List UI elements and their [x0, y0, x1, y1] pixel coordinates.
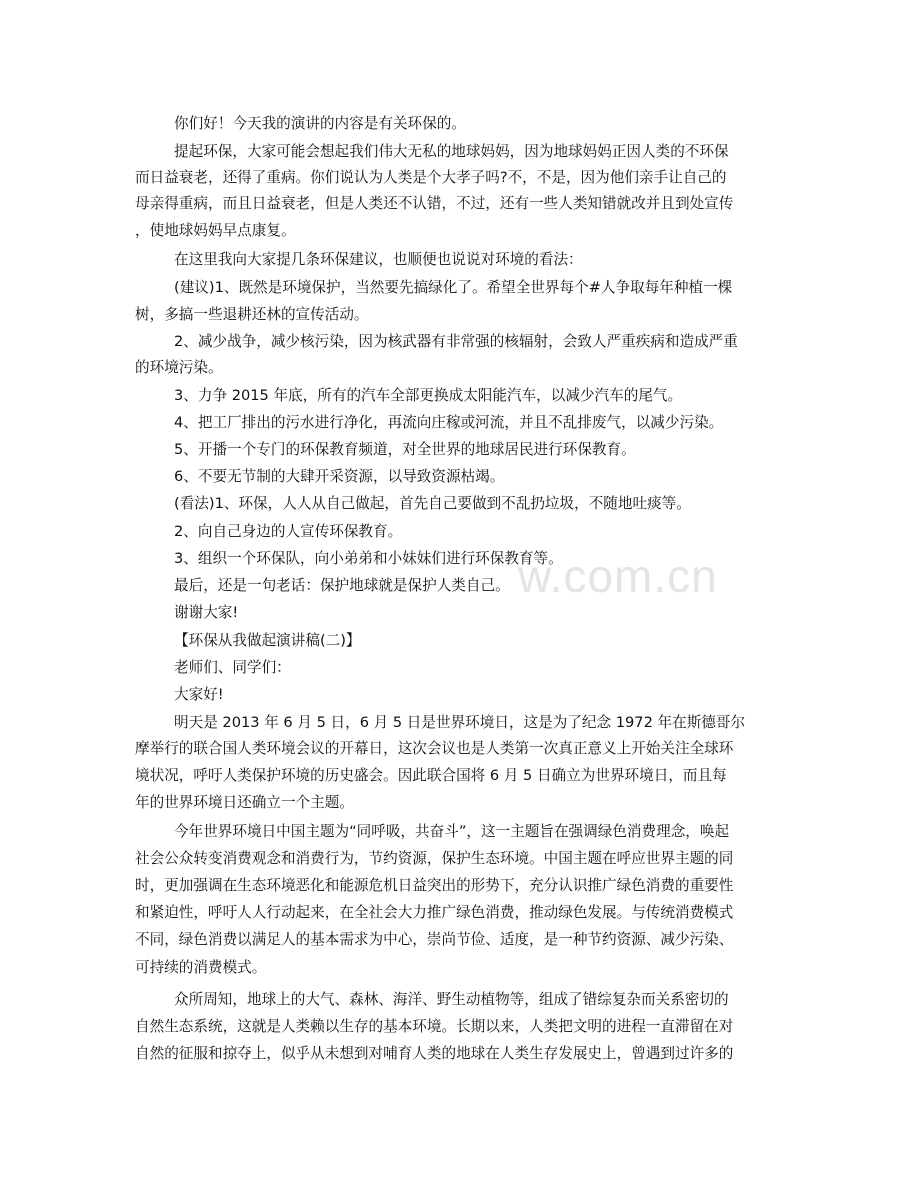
text-line: 2、减少战争，减少核污染，因为核武器有非常强的核辐射，会致人严重疾病和造成严重	[174, 333, 738, 350]
text-line: 自然的征服和掠夺上，似乎从未想到对哺育人类的地球在人类生存发展史上，曾遇到过许多的	[135, 1045, 734, 1062]
text-line: 6、不要无节制的大肆开采资源，以导致资源枯竭。	[174, 468, 505, 485]
text-line: 社会公众转变消费观念和消费行为，节约资源，保护生态环境。中国主题在呼应世界主题的同	[135, 850, 734, 867]
text-line: 大家好!	[174, 686, 224, 703]
section-heading: 【环保从我做起演讲稿(二)】	[174, 632, 361, 649]
text-line: 2、向自己身边的人宣传环保教育。	[174, 523, 403, 540]
text-line: ，使地球妈妈早点康复。	[135, 222, 296, 239]
text-line: 不同，绿色消费以满足人的基本需求为中心，崇尚节俭、适度，是一种节约资源、减少污染、	[135, 931, 734, 948]
text-line: 摩举行的联合国人类环境会议的开幕日，这次会议也是人类第一次真正意义上开始关注全球环	[135, 740, 734, 757]
text-line: 的环境污染。	[135, 359, 223, 376]
text-line: 在这里我向大家提几条环保建议，也顺便也说说对环境的看法：	[174, 251, 583, 268]
text-line: 可持续的消费模式。	[135, 959, 267, 976]
text-line: 3、力争 2015 年底，所有的汽车全部更换成太阳能汽车，以减少汽车的尾气。	[174, 387, 683, 404]
text-line: 而日益衰老，还得了重病。你们说认为人类是个大孝子吗?不，不是，因为他们亲手让自己的	[135, 169, 727, 186]
text-line: 母亲得重病，而且日益衰老，但是人类还不认错，不过，还有一些人类知错就改并且到处宣传	[135, 195, 734, 212]
text-line: 谢谢大家!	[174, 604, 239, 621]
text-line: 和紧迫性，呼吁人人行动起来，在全社会大力推广绿色消费，推动绿色发展。与传统消费模式	[135, 904, 734, 921]
text-line: 年的世界环境日还确立一个主题。	[135, 794, 354, 811]
text-line: 4、把工厂排出的污水进行净化，再流向庄稼或河流，并且不乱排废气，以减少污染。	[174, 414, 724, 431]
text-line: 树，多搞一些退耕还林的宣传活动。	[135, 306, 369, 323]
text-line: 你们好！今天我的演讲的内容是有关环保的。	[174, 115, 466, 132]
text-line: 自然生态系统，这就是人类赖以生存的基本环境。长期以来，人类把文明的进程一直滞留在对	[135, 1018, 734, 1035]
text-line: 今年世界环境日中国主题为“同呼吸，共奋斗”，这一主题旨在强调绿色消费理念，唤起	[174, 823, 730, 840]
text-line: 老师们、同学们：	[174, 659, 291, 676]
text-line: 明天是 2013 年 6 月 5 日，6 月 5 日是世界环境日，这是为了纪念 1972 年在斯德哥尔	[174, 714, 746, 731]
text-line: 提起环保，大家可能会想起我们伟大无私的地球妈妈，因为地球妈妈正因人类的不环保	[174, 143, 729, 160]
text-line: (看法)1、环保，人人从自己做起，首先自己要做到不乱扔垃圾，不随地吐痰等。	[174, 495, 691, 512]
watermark: w.com.cn	[518, 550, 718, 602]
text-line: 最后，还是一句老话：保护地球就是保护人类自己。	[174, 577, 510, 594]
text-line: (建议)1、既然是环境保护，当然要先搞绿化了。希望全世界每个#人争取每年种植一棵	[174, 279, 733, 296]
text-line: 3、组织一个环保队，向小弟弟和小妹妹们进行环保教育等。	[174, 550, 563, 567]
text-line: 众所周知，地球上的大气、森林、海洋、野生动植物等，组成了错综复杂而关系密切的	[174, 991, 729, 1008]
text-line: 时，更加强调在生态环境恶化和能源危机日益突出的形势下，充分认识推广绿色消费的重要性	[135, 877, 734, 894]
text-line: 5、开播一个专门的环保教育频道，对全世界的地球居民进行环保教育。	[174, 441, 636, 458]
text-line: 境状况，呼吁人类保护环境的历史盛会。因此联合国将 6 月 5 日确立为世界环境日，而且每	[135, 767, 727, 784]
